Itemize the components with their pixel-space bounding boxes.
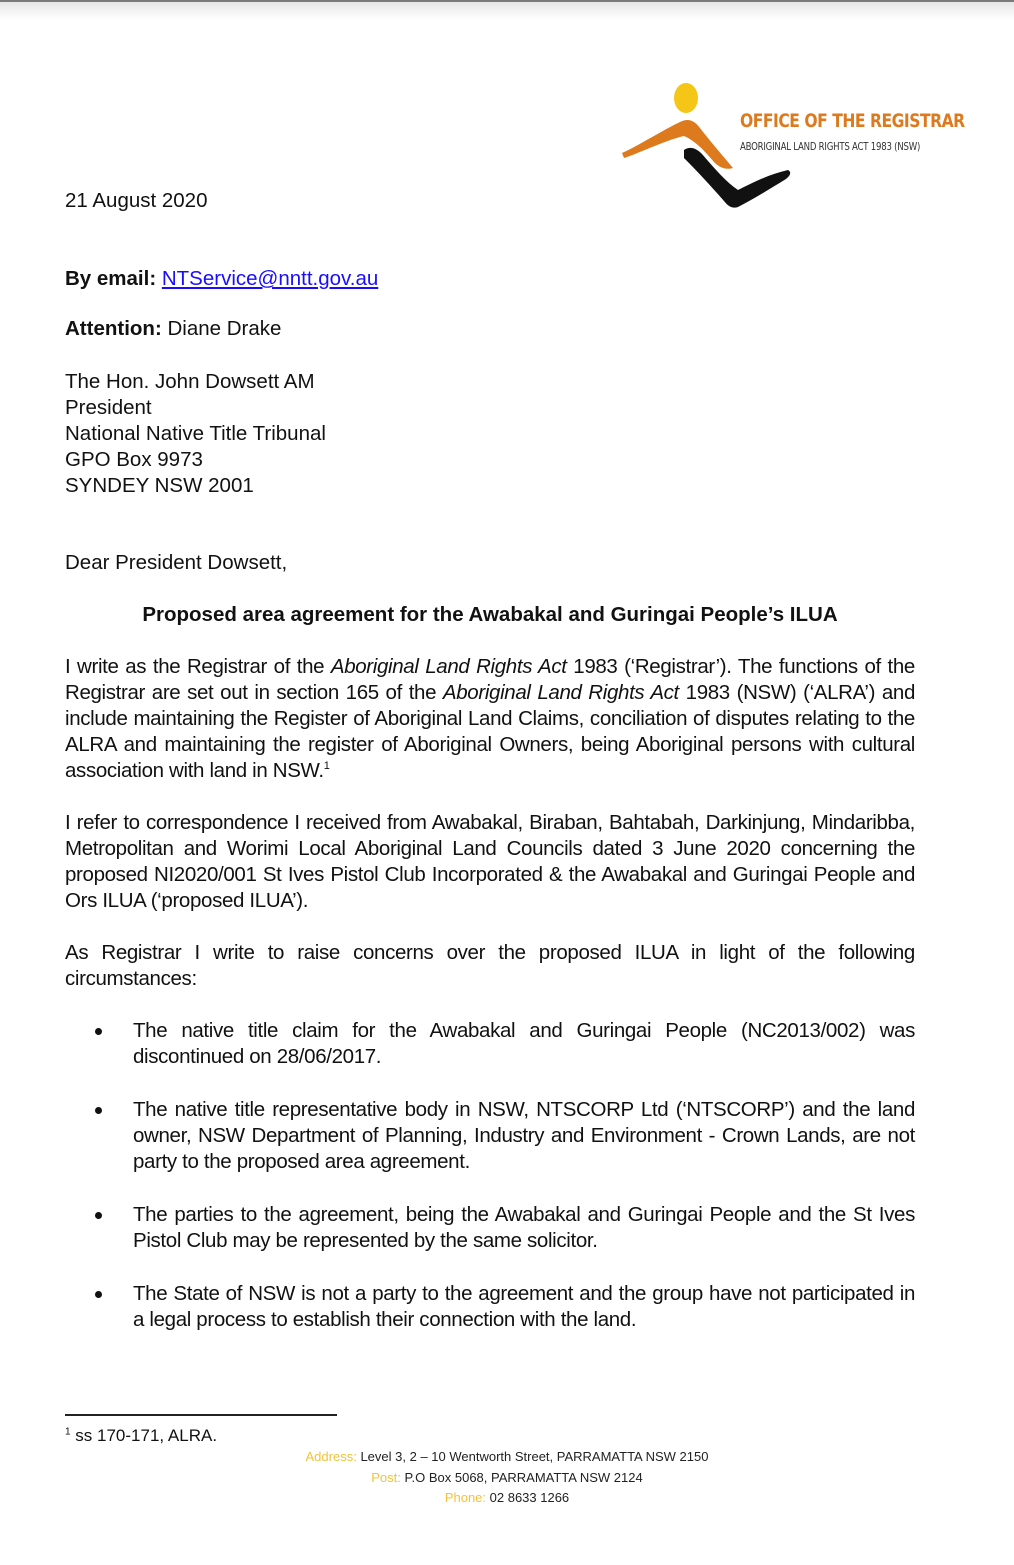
- footer-post: [0, 1470, 1014, 1485]
- list-item-text: The native title claim for the Awabakal and Guringai People (NC2013/002) was discontinued on 28/06/2017.: [133, 1019, 915, 1068]
- bullet-icon: [95, 1028, 102, 1035]
- footnote-separator: [65, 1414, 337, 1416]
- bullet-icon: [95, 1291, 102, 1298]
- footer-post-value: P.O Box 5068, PARRAMATTA NSW 2124: [404, 1470, 643, 1485]
- footnote-ref[interactable]: 1: [323, 760, 330, 773]
- list-item-text: The State of NSW is not a party to the agreement and the group have not participated in a legal process to establish their connection with the land.: [133, 1282, 915, 1331]
- p1-text: 1983 (‘Registrar’). The functions of the Registrar are set out in section 165 of the: [65, 655, 915, 704]
- list-item-text: The parties to the agreement, being the Awabakal and Guringai People and the St Ives Pistol Club may be represented by the same solicitor.: [133, 1203, 915, 1252]
- logo-sun-icon: [674, 83, 698, 113]
- footnote: [65, 1426, 217, 1446]
- attention-label: Attention:: [65, 317, 162, 340]
- footer-post-label: Post:: [371, 1470, 401, 1485]
- recipient-line: The Hon. John Dowsett AM: [65, 370, 315, 393]
- paragraph-correspondence: I refer to correspondence I received from Awabakal, Biraban, Bahtabah, Darkinjung, Mindaribba, Metropolitan and Worimi Local Aboriginal Land Councils dated 3 June 2020 concerning the proposed NI2020/001 St Ives Pistol Club Incorporated & the Awabakal and Guringai People and Ors ILUA (‘proposed ILUA’).: [65, 811, 915, 912]
- footer-phone-label: Phone:: [444, 1490, 487, 1505]
- by-email-label: By email:: [65, 267, 157, 290]
- bullet-icon: [95, 1212, 102, 1219]
- footer-address: [0, 1449, 1014, 1464]
- bullet-icon: [95, 1107, 102, 1114]
- paragraph-registrar-role: [65, 654, 915, 784]
- recipient-line: National Native Title Tribunal: [65, 422, 326, 445]
- by-email-line: [65, 266, 378, 292]
- act-name: Aboriginal Land Rights Act: [330, 655, 567, 678]
- letter-date: 21 August 2020: [65, 189, 208, 212]
- attention-line: [65, 316, 281, 342]
- viewer-top-shadow: [0, 2, 1014, 20]
- footer-address-label: Address:: [305, 1449, 357, 1464]
- logo-black-boomerang-icon: [684, 148, 790, 208]
- letter-subject: Proposed area agreement for the Awabakal and Guringai People’s ILUA: [142, 603, 838, 626]
- letterhead-logo: [618, 78, 998, 213]
- paragraph-concerns: As Registrar I write to raise concerns over the proposed ILUA in light of the following circumstances:: [65, 941, 915, 990]
- org-title: OFFICE OF THE REGISTRAR: [740, 110, 965, 132]
- recipient-line: SYNDEY NSW 2001: [65, 474, 254, 497]
- footnote-number: 1: [65, 1426, 71, 1438]
- recipient-line: President: [65, 396, 152, 419]
- act-name: Aboriginal Land Rights Act: [442, 681, 679, 704]
- org-subtitle: ABORIGINAL LAND RIGHTS ACT 1983 (NSW): [740, 140, 921, 153]
- p1-text: I write as the Registrar of the: [65, 655, 331, 678]
- logo-orange-boomerang-icon: [622, 120, 733, 169]
- footnote-text: ss 170-171, ALRA.: [75, 1426, 218, 1445]
- footer-phone: [0, 1490, 1014, 1505]
- footer-phone-value: 02 8633 1266: [489, 1490, 570, 1505]
- footer-address-value: Level 3, 2 – 10 Wentworth Street, PARRAMATTA NSW 2150: [360, 1449, 709, 1464]
- recipient-line: GPO Box 9973: [65, 448, 203, 471]
- p1-text: 1983 (NSW) (‘ALRA’) and include maintaining the Register of Aboriginal Land Claims, conciliation of disputes relating to the ALRA and maintaining the register of Aboriginal Owners, being Aboriginal persons with cultural association with land in NSW.: [65, 681, 916, 782]
- email-link[interactable]: NTService@nntt.gov.au: [161, 267, 379, 290]
- list-item-text: The native title representative body in NSW, NTSCORP Ltd (‘NTSCORP’) and the land owner, NSW Department of Planning, Industry and Environment - Crown Lands, are not party to the proposed area agreement.: [133, 1098, 915, 1173]
- salutation: Dear President Dowsett,: [65, 551, 288, 574]
- attention-name: Diane Drake: [167, 317, 282, 340]
